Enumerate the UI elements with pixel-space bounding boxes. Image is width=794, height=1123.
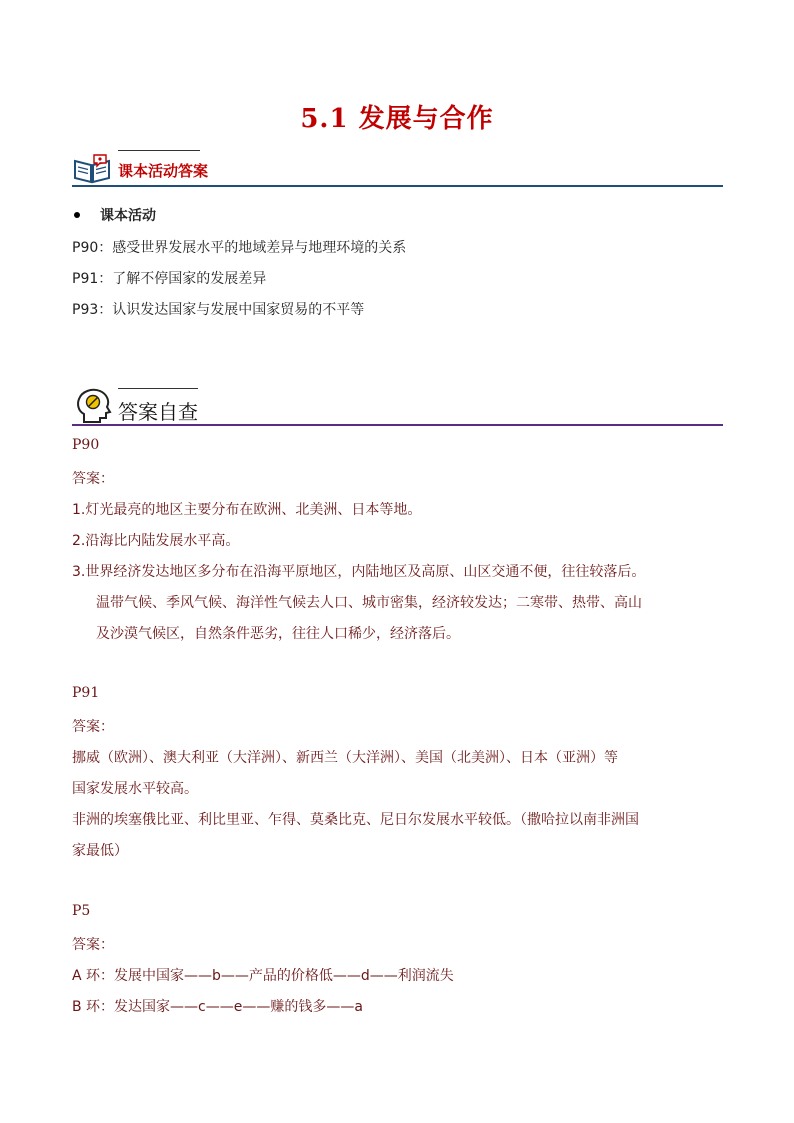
book-icon [72,152,112,188]
answer-line: 挪威（欧洲）、澳大利亚（大洋洲）、新西兰（大洋洲）、美国（北美洲）、日本（亚洲）等 [72,750,618,766]
section-title-textbook: 课本活动答案 [118,162,209,180]
answer-line: 国家发展水平较高。 [72,781,198,797]
activity-item: P91：了解不停国家的发展差异 [72,271,267,287]
section-header-self-check [72,384,723,428]
answer-line: 2.沿海比内陆发展水平高。 [72,533,240,549]
activity-item: P93：认识发达国家与发展中国家贸易的不平等 [72,302,365,318]
bullet-dot [74,212,80,218]
page-ref-label: P90 [72,437,100,453]
page-ref-label: P91 [72,685,100,701]
answer-line: 温带气候、季风气候、海洋性气候去人口、城市密集，经济较发达；二寒带、热带、高山 [96,595,642,611]
answer-label: 答案： [72,471,114,487]
header-top-rule [118,388,198,389]
activity-item: P90：感受世界发展水平的地域差异与地理环境的关系 [72,240,407,256]
answer-label: 答案： [72,937,114,953]
section-rule-textbook [72,185,723,187]
section-header-textbook [72,148,723,188]
section-rule-self-check [72,424,723,426]
bullet-heading: 课本活动 [100,208,156,224]
answer-line: 1.灯光最亮的地区主要分布在欧洲、北美洲、日本等地。 [72,502,422,518]
answer-line: B 环：发达国家——c——e——赚的钱多——a [72,999,363,1015]
answer-line: 及沙漠气候区，自然条件恶劣，往往人口稀少，经济落后。 [96,626,460,642]
section-title-self-check: 答案自查 [118,400,198,424]
answer-line: 3.世界经济发达地区多分布在沿海平原地区，内陆地区及高原、山区交通不便，往往较落后。 [72,564,646,580]
header-top-rule [118,150,200,151]
answer-line: 非洲的埃塞俄比亚、利比里亚、乍得、莫桑比克、尼日尔发展水平较低。（撒哈拉以南非洲国 [72,812,639,828]
answer-label: 答案： [72,719,114,735]
answer-line: 家最低） [72,843,128,859]
page-title: 5.1 发展与合作 [300,104,494,134]
answer-line: A 环：发展中国家——b——产品的价格低——d——利润流失 [72,968,454,984]
page-ref-label: P5 [72,903,91,919]
